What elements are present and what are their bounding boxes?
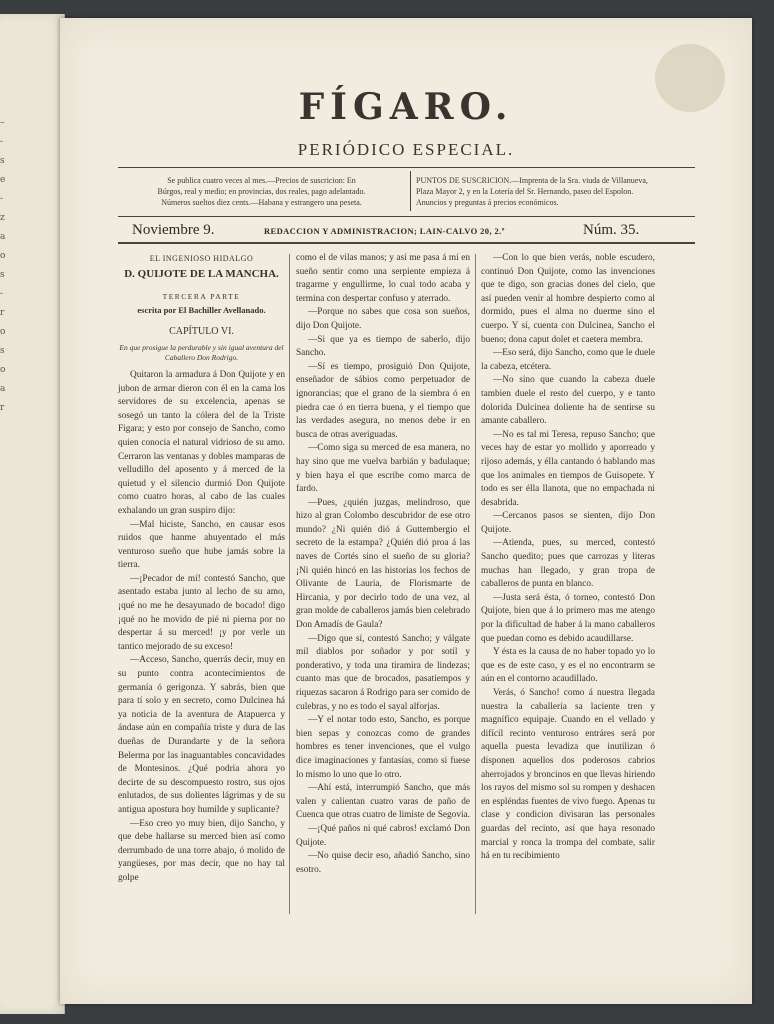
newspaper-page (60, 18, 752, 1004)
paragraph: —Atienda, pues, su merced, contestó Sancho quedito; pues que carrozas y literas muchas han llegado, y gran tropa de caballeros de punta en blanco. (481, 538, 655, 590)
paragraph: —Pues, ¿quién juzgas, melindroso, que hizo al gran Colombo descubridor de ese otro mundo? ¿Ni quién dió á Guttembergio el secreto de la estampa? ¿Quién dió proa á las naves de Cortés sino el sueño de su gloria? ¡Ni quién hincó en las historias los fechos de Olivante de Lauria, de Florismarte de Hircania, y por decirlo todo de una vez, al gran molde de caballeros jamás bien celebrado Don Amadís de Gaula? (296, 497, 470, 631)
paragraph: —Ahí está, interrumpió Sancho, que más valen y calientan cuatro varas de paño de Cuenca que otras cuatro de limiste de Segovia. (296, 783, 471, 821)
paragraph: —Porque no sabes que cosa son sueños, dijo Don Quijote. (296, 307, 470, 331)
edge-letter: z (0, 213, 5, 223)
paragraph: Quitaron la armadura á Don Quijote y en jubon de armar dieron con él en la cama los servidores de su excelencia, apenas se sosegó un tanto la cólera del de la Triste Figara; y esto por consejo de Sancho, como quien conocia el natural vidrioso de su amo. Cerraron las ventanas y dobles mamparas de velludillo del aposento y á merced de la quietud y el silencio durmió Don Quijote como cuatro horas, al cabo de las cuales exhalando un gran suspiro dijo: (118, 369, 285, 516)
rule-middle (118, 216, 695, 217)
edge-letter: - (0, 194, 4, 204)
edge-letter: s (0, 346, 5, 356)
edge-letter: o (0, 327, 6, 337)
paragraph: —¡Qué paños ni qué cabros! exclamó Don Quijote. (296, 823, 470, 848)
paragraph: —Y el notar todo esto, Sancho, es porque bien sepas y conozcas como de grandes hombres es tener invenciones, que el vulgo dice imaginaciones y fantasías, como si fuese lo mismo lo uno que lo otro. (296, 715, 470, 780)
article-author: escrita por El Bachiller Avellanado. (137, 304, 266, 315)
paragraph: —No sino que cuando la cabeza duele tambien duele el resto del cuerpo, y e tanto dolorida Dulcinea doliente ha de sentirse su amante caballero. (481, 375, 655, 427)
paragraph: —Con lo que bien verás, noble escudero, continuó Don Quijote, como las invenciones que te digo, son gracias dones del cielo, que así pueden venir al hombre despierto como al dormido, pues el alma no duerme sino el cuerpo. Y sí, cuenta con Dulcinea, Sancho el bueno; dona caput dolet et caetera membra. (481, 253, 655, 345)
chapter-summary: En que prosigue la perdurable y sin igual aventura del Caballero Don Rodrigo. (119, 342, 284, 362)
rule-top (118, 167, 695, 168)
info-left-line-1: Se publica cuatro veces al mes.—Precios de suscricion: En (167, 176, 356, 185)
subscription-points (416, 175, 698, 208)
paragraph: Verás, ó Sancho! como á nuestra llegada nuestra la caballería sa laciente tren y magnífico equipaje. Cuando en el vellado y difícil recinto venturoso entráres será por aquella puesta levadiza que inutilizan ó disponen aquellos dos poderosos cabrios aherrojados y broncinos en que llevas hiriendo los rayos del mismo sol su rompen y deshacen en espléndas fuentes de vivo fuego. Apenas tu clase y condicion divisaran las personales guardas del recinto, así que haya resonado marcial y ronca la trompa del combate, salir há en tu recibimiento (481, 688, 655, 862)
column-rule-2 (475, 254, 476, 914)
column-2 (296, 252, 470, 877)
edge-letter: s (0, 156, 5, 166)
paragraph: —Sí es tiempo, prosiguió Don Quijote, enseñador de sábios como perpetuador de ignorancias; que el grano de la siembra ó en piedra cae ó en tierra buena, y el tiempo que las verdades asegura, no menos debe ir en busca de otras averiguadas. (296, 361, 470, 440)
info-divider (410, 171, 411, 211)
paragraph: —Como siga su merced de esa manera, no hay sino que me vuelva barbián y badulaque; y bien haya el que escribe como marca de fardo. (296, 443, 470, 495)
edge-letter: o (0, 251, 6, 261)
paragraph: como el de vilas manos; y así me pasa á mí en sueño sentir como una serpiente empieza á tragarme y engullirme, lo cual todo acaba y termina con despertar confuso y aterrado. (296, 253, 470, 304)
rule-under-dateline (118, 242, 695, 244)
paragraph: —Cercanos pasos se sienten, dijo Don Quijote. (481, 511, 655, 535)
info-right-line-3: Anuncios y preguntas á precios económicos. (416, 198, 559, 207)
paragraph: —Justa será ésta, ó torneo, contestó Don Quijote, bien que á lo primero mas me atengo por la dificultad de haber á la mano caballeros que puedan como es debido acaudillarse. (481, 592, 655, 644)
info-left-line-2: Búrgos, real y medio; en provincias, dos reales, pago adelantado. (157, 187, 366, 196)
paragraph: —Eso será, dijo Sancho, como que le duele la cabeza, etcétera. (481, 348, 655, 372)
paragraph: —Digo que sí, contestó Sancho; y válgate mil diablos por soñador y por sotil y ponderativo, y toda una tiramira de lindezas; cuanto mas que de brocados, pasatiempos y riquezas sacaron á Rodrigo para ser comido de culebras, y no es todo el sayal alforjas. (296, 633, 470, 712)
article-kicker: EL INGENIOSO HIDALGO (149, 254, 254, 263)
paragraph: —No quise decir eso, añadió Sancho, sino esotro. (296, 851, 470, 875)
column-1 (118, 252, 285, 886)
issue-date: Noviembre 9. (132, 222, 215, 238)
paragraph: —Mal hiciste, Sancho, en causar esos ruidos que hanme ahuyentado el más venturoso sueño que hube jamás sobre la tierra. (118, 519, 285, 571)
masthead-title: FÍGARO. (298, 86, 514, 128)
edge-letter: r (0, 308, 5, 318)
adjacent-page-text (0, 114, 8, 418)
subscription-prices (118, 175, 405, 208)
edge-letter: r (0, 403, 5, 413)
chapter-heading: CAPÍTULO VI. (169, 326, 234, 338)
article-title: D. QUIJOTE DE LA MANCHA. (124, 267, 279, 280)
column-3 (481, 252, 655, 864)
issue-number: Núm. 35. (583, 222, 640, 238)
edge-letter: a (0, 384, 6, 394)
address: REDACCION Y ADMINISTRACION; LAIN-CALVO 20, 2.º (264, 226, 505, 236)
edge-letter: – (0, 118, 5, 128)
adjacent-page (0, 14, 65, 1014)
paragraph: —Si que ya es tiempo de saberlo, dijo Sancho. (296, 334, 470, 359)
info-left-line-3: Números sueltos diez cents.—Habana y estrangero una peseta. (161, 198, 362, 207)
edge-letter: - (0, 137, 4, 147)
info-right-line-2: Plaza Mayor 2, y en la Lotería del Sr. Hernando, paseo del Espolon. (416, 187, 634, 196)
paragraph: —Acceso, Sancho, querrás decir, muy en su punto contra acontecimientos de germanía ó gerigonza. Y sabrás, bien que para tí solo y en secreto, como Dulcinea há ya noticia de la aventura de Atapuerca y ándase aún en compañía triste y dura de las dueñas de Durandarte y de la señora Belerma por las inaguantables concavidades de Montesinos. ¿Qué podria ahora yo decirte de su descompuesto rostro, sus ojos enlutados, de sus dolientes lágrimas y de su antigua apostura hoy humilde y suplicante? (118, 655, 285, 815)
edge-letter: o (0, 365, 6, 375)
edge-letter: - (0, 289, 4, 299)
paragraph: —No es tal mi Teresa, repuso Sancho; que veces hay de estar yo mollido y aporreado y rijoso además, y élla cantando ó hablando mas que los animales en tiempos de Guisopete. Y todo es ser élla llanota, que no empachada ni desabrida. (481, 429, 655, 508)
paragraph: —Eso creo yo muy bien, dijo Sancho, y que debe hallarse su merced bien así como derrumbado de una torre abajo, ó molido de yangüeses, por mas decir, que no hay tal golpe (118, 818, 285, 883)
edge-letter: s (0, 270, 5, 280)
info-right-line-1: PUNTOS DE SUSCRICION.—Imprenta de la Sra. viuda de Villanueva, (416, 176, 648, 185)
article-part: TERCERA PARTE (162, 292, 241, 302)
edge-letter: a (0, 232, 6, 242)
column-rule-1 (289, 254, 290, 914)
masthead-subtitle: PERIÓDICO ESPECIAL. (297, 140, 515, 159)
paragraph: Y ésta es la causa de no haber topado yo lo que es de este caso, y es el no encontrarm se aún en el contorno acaudillado. (481, 647, 655, 685)
paragraph: —¡Pecador de mí! contestó Sancho, que asentado estaba junto al lecho de su amo, ¡qué no me he desayunado de bocado! digo ¡qué no he movido de pié ni pierna por no despertar á su merced! ¡y por verle un tantico mejorado de su exceso! (118, 573, 285, 652)
edge-letter: e (0, 175, 6, 185)
